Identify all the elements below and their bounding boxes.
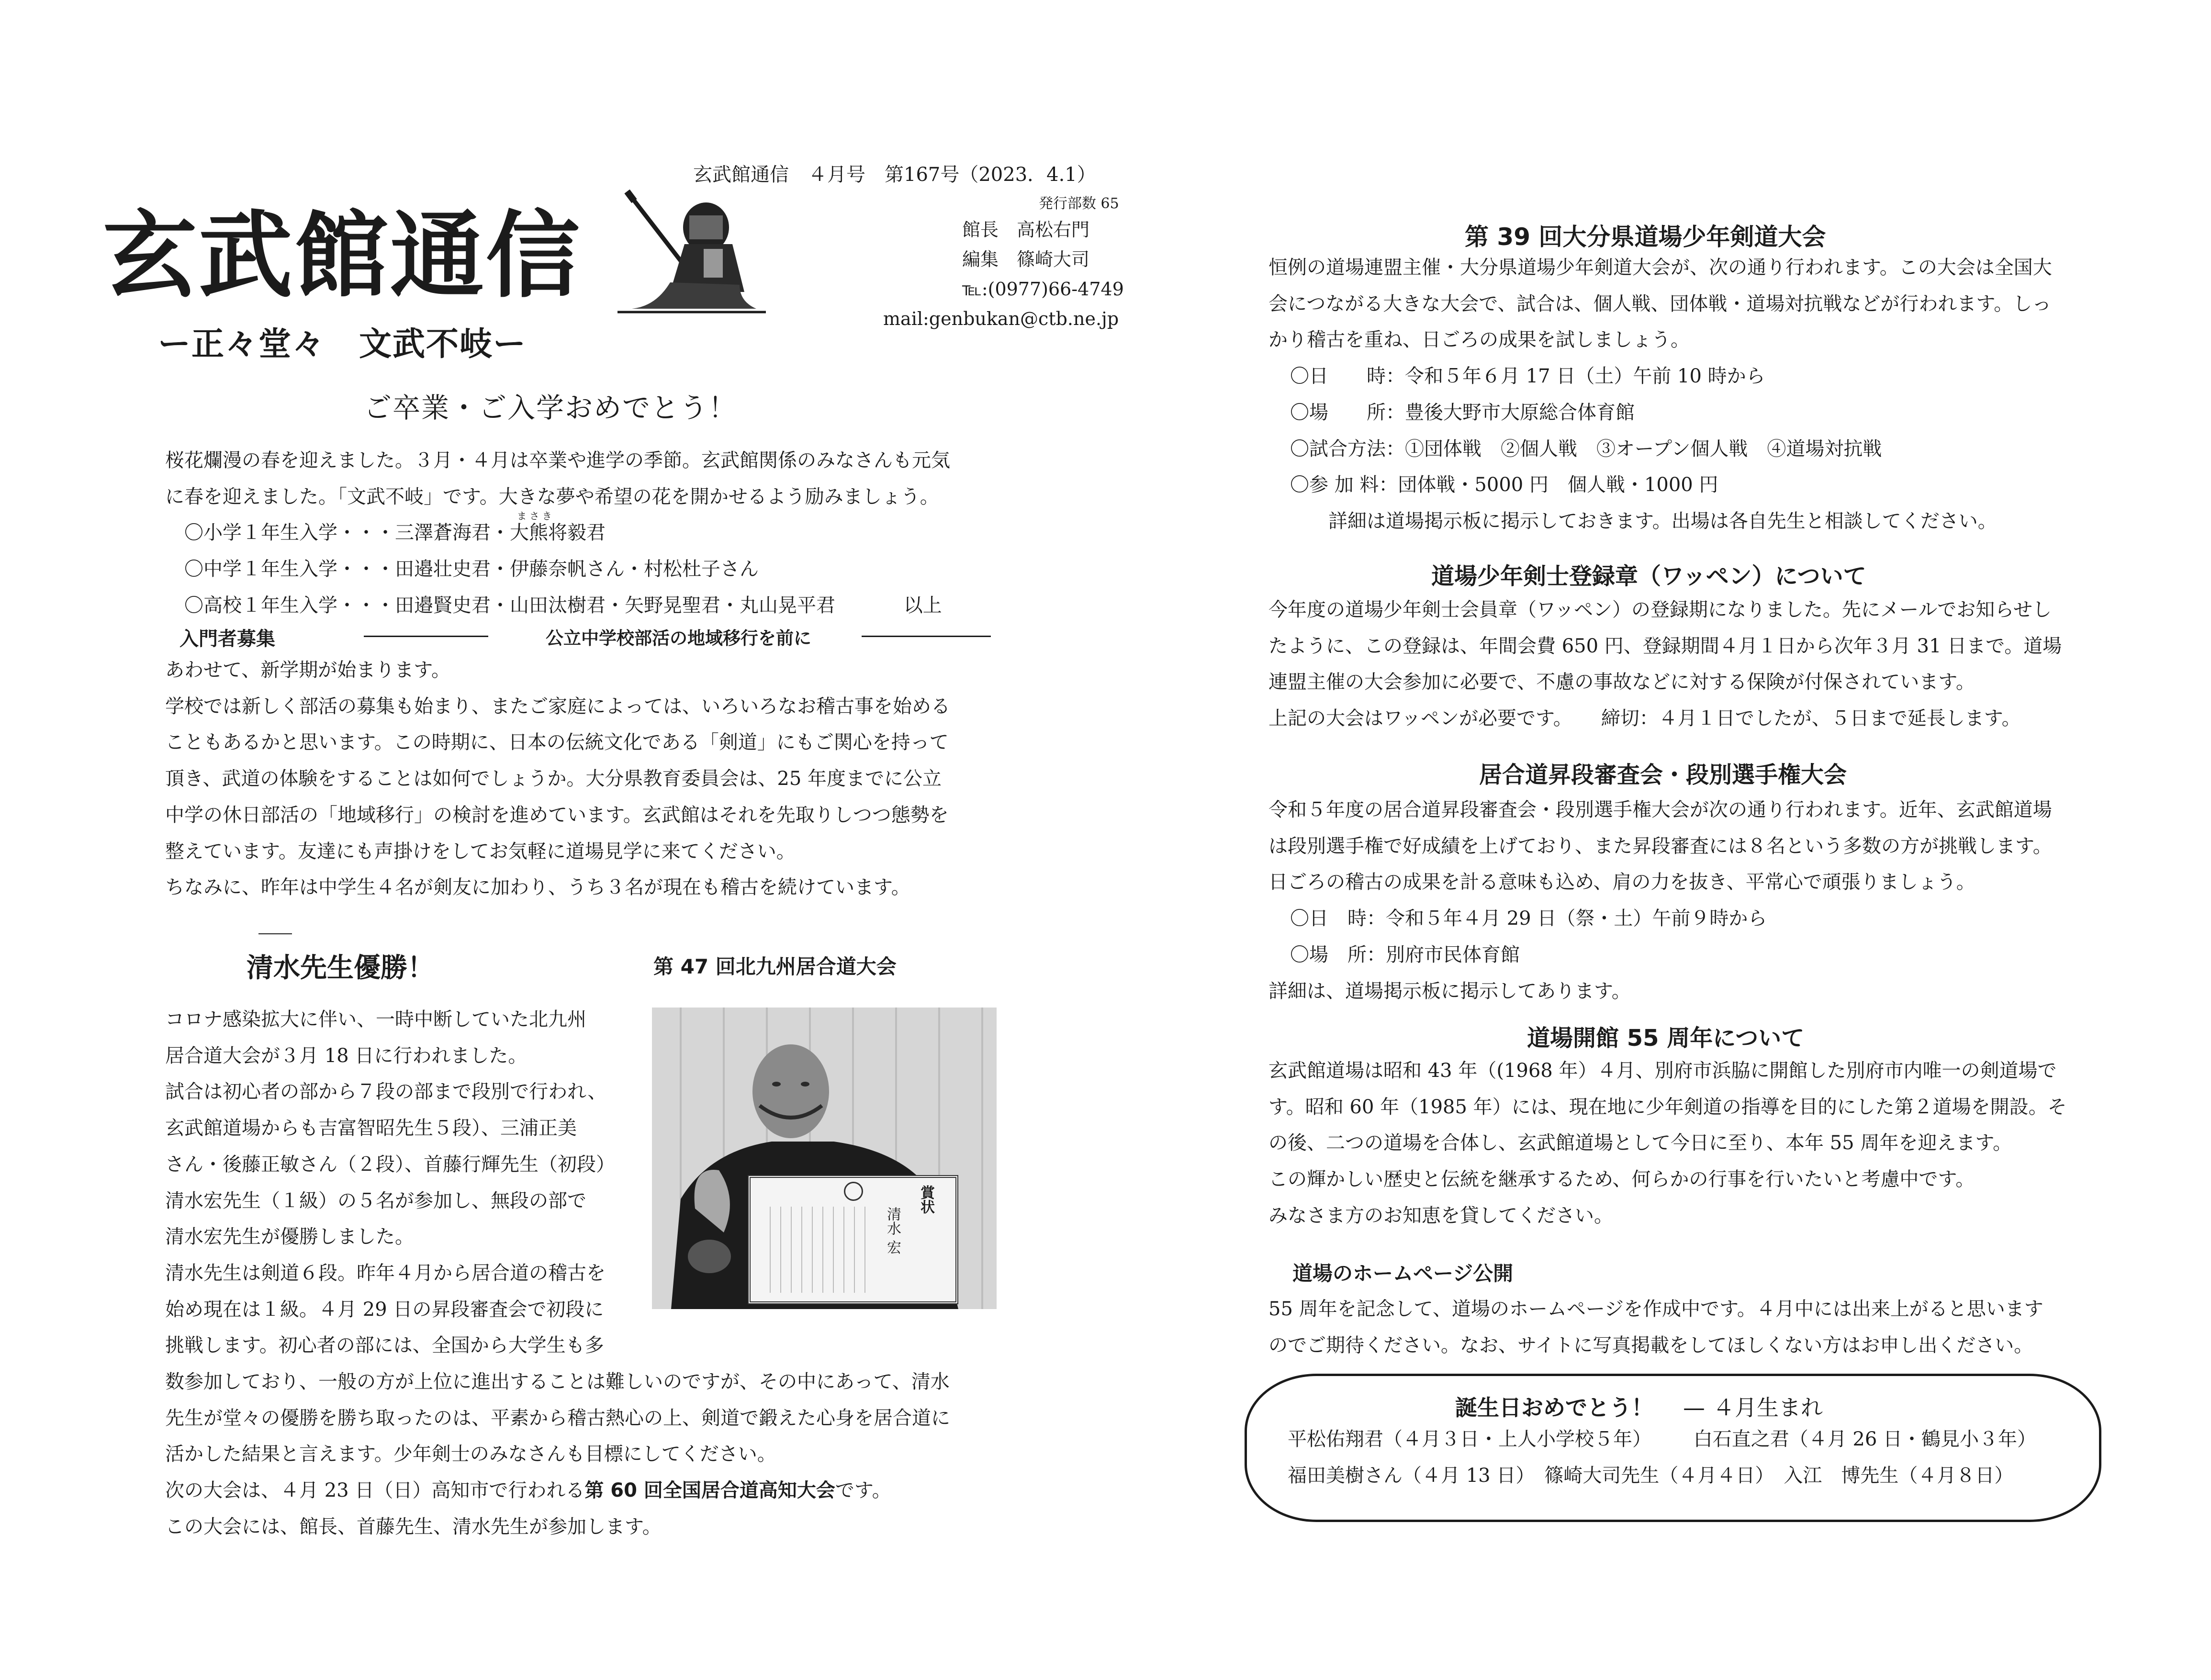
editor: 編集 篠崎大司 (962, 249, 1090, 270)
end-mark: 以上 (903, 594, 942, 616)
iai-line: は段別選手権で好成績を上げており、また昇段審査には８名という多数の方が挑戦します。 (1268, 835, 2052, 857)
graduation-line: に春を迎えました。「文武不岐」です。大きな夢や希望の花を開かせるよう励みましょう。 (165, 485, 939, 508)
recruitment-line: こともあるかと思います。この時期に、日本の伝統文化である「剣道」にもご関心を持って (165, 731, 949, 754)
recruitment-text (165, 652, 950, 906)
shimizu-line: 始め現在は１級。４月 29 日の昇段審査会で初段に (165, 1298, 604, 1321)
homepage-heading: 道場のホームページ公開 (1292, 1262, 1514, 1285)
iai-line: 日ごろの稽古の成果を計る意味も込め、肩の力を抜き、平常心で頑張りましょう。 (1268, 871, 1975, 894)
graduation-text (165, 443, 950, 624)
shimizu-line: 居合道大会が３月 18 日に行われました。 (165, 1044, 527, 1067)
birthday-list (1288, 1422, 2036, 1494)
shimizu-text-wide (165, 1364, 950, 1546)
email: mail:genbukan@ctb.ne.jp (883, 308, 1119, 329)
anniversary-line: す。昭和 60 年（1985 年）には、現在地に少年剣道の指導を目的にした第２道場を開設。そ (1268, 1096, 2067, 1118)
patch-heading: 道場少年剣士登録章（ワッペン）について (1431, 563, 1866, 590)
circulation: 発行部数 65 (1039, 195, 1119, 212)
recruitment-line: あわせて、新学期が始まります。 (165, 659, 450, 681)
oita-item: 〇場 所：豊後大野市大原総合体育館 (1290, 401, 1635, 424)
certificate-text-lines (770, 1207, 865, 1293)
recruitment-line: 中学の休日部活の「地域移行」の検討を進めています。玄武館はそれを先取りしつつ態勢を (165, 804, 949, 826)
anniversary-line: の後、二つの道場を合体し、玄武館道場として今日に至り、本年 55 周年を迎えます。 (1268, 1132, 2012, 1154)
shimizu-line: 試合は初心者の部から７段の部まで段別で行われ、 (165, 1081, 607, 1103)
shimizu-event: 第 47 回北九州居合道大会 (653, 955, 897, 978)
oita-item: 〇試合方法：①団体戦 ②個人戦 ③オープン個人戦 ④道場対抗戦 (1290, 437, 1882, 460)
anniversary-heading: 道場開館 55 周年について (1527, 1025, 1805, 1052)
anniversary-line: みなさま方のお知恵を貸してください。 (1268, 1204, 1613, 1227)
recruitment-line: ちなみに、昨年は中学生４名が剣友に加わり、うち３名が現在も稽古を続けています。 (165, 876, 910, 899)
iai-note: 詳細は、道場掲示板に掲示してあります。 (1268, 980, 1631, 1002)
homepage-line: 55 周年を記念して、道場のホームページを作成中です。４月中には出来上がると思います (1268, 1298, 2043, 1320)
graduation-line: 桜花爛漫の春を迎えました。３月・４月は卒業や進学の季節。玄武館関係のみなさんも元気 (165, 449, 950, 471)
homepage-text (1268, 1291, 2043, 1364)
oita-item: 〇日 時：令和５年６月 17 日（土）午前 10 時から (1290, 365, 1765, 388)
patch-line: 上記の大会はワッペンが必要です。 締切：４月１日でしたが、５日まで延長します。 (1268, 707, 2021, 730)
small-rule (258, 933, 292, 934)
iai-item: 〇場 所：別府市民体育館 (1290, 943, 1520, 966)
recruitment-line: 頂き、武道の体験をすることは如何でしょうか。大分県教育委員会は、25 年度までに公立 (165, 768, 942, 790)
phone: ℡:(0977)66-4749 (962, 279, 1124, 300)
oita-line: 恒例の道場連盟主催・大分県道場少年剣道大会が、次の通り行われます。この大会は全国大 (1268, 257, 2052, 279)
certificate-name: 清水 宏 (884, 1207, 901, 1254)
shimizu-line: 清水宏先生が優勝しました。 (165, 1226, 414, 1248)
anniversary-text (1268, 1053, 2067, 1234)
shimizu-line: 玄武館道場からも吉富智昭先生５段）、三浦正美 (165, 1117, 577, 1140)
oita-heading: 第 39 回大分県道場少年剣道大会 (1465, 223, 1826, 251)
iai-text (1268, 792, 2052, 1009)
iai-line: 令和５年度の居合道昇段審査会・段別選手権大会が次の通り行われます。近年、玄武館道場 (1268, 799, 2052, 821)
patch-line: たように、この登録は、年間会費 650 円、登録期間４月１日から次年３月 31 日まで。道場 (1268, 635, 2062, 657)
birthday-row: 平松佑翔君（４月３日・上人小学校５年） 白石直之君（４月 26 日・鶴見小３年） (1288, 1428, 2037, 1450)
motto: ー正々堂々 文武不岐ー (158, 325, 527, 363)
oita-text (1268, 250, 2052, 540)
divider (364, 636, 488, 637)
shimizu-line: 挑戦します。初心者の部には、全国から大学生も多 (165, 1334, 604, 1357)
shimizu-line: この大会には、館長、首藤先生、清水先生が参加します。 (165, 1515, 662, 1538)
shimizu-line: 先生が堂々の優勝を勝ち取ったのは、平素から稽古熱心の上、剣道で鍛えた心身を居合道に (165, 1407, 950, 1429)
graduation-line: 〇高校１年生入学・・・田邉賢史君・山田汰樹君・矢野晃聖君・丸山晃平君 以上 (184, 594, 942, 616)
birthday-month: ４月生まれ (1713, 1395, 1823, 1421)
iai-heading: 居合道昇段審査会・段別選手権大会 (1479, 762, 1847, 788)
director: 館長 高松右門 (962, 219, 1090, 240)
oita-line: かり稽古を重ね、日ごろの成果を試しましょう。 (1268, 329, 1690, 351)
newsletter-title: 玄武館通信 (103, 202, 582, 311)
shimizu-line: コロナ感染拡大に伴い、一時中断していた北九州 (165, 1008, 586, 1030)
shimizu-line: さん・後藤正敏さん（２段）、首藤行輝先生（初段） (165, 1153, 615, 1176)
certificate-seal-icon (844, 1182, 863, 1201)
recruitment-line: 整えています。友達にも声掛けをしてお気軽に道場見学に来てください。 (165, 840, 796, 862)
shimizu-line: 清水宏先生（１級）の５名が参加し、無段の部で (165, 1189, 586, 1212)
birthday-row: 福田美樹さん（４月 13 日） 篠崎大司先生（４月４日） 入江 博先生（４月８日） (1288, 1464, 2014, 1487)
graduation-line: 〇中学１年生入学・・・田邉壮史君・伊藤奈帆さん・村松杜子さん (184, 558, 759, 581)
patch-line: 連盟主催の大会参加に必要で、不慮の事故などに対する保険が付保されています。 (1268, 671, 1975, 694)
birthday-heading: 誕生日おめでとう！ (1455, 1395, 1653, 1421)
dash-decoration: — (1661, 1395, 1706, 1421)
oita-line: 会につながる大きな大会で、試合は、個人戦、団体戦・道場対抗戦などが行われます。しっ (1268, 292, 2052, 315)
certificate (748, 1175, 958, 1304)
issue-line: 玄武館通信 ４月号 第167号（2023．4.1） (693, 164, 1096, 186)
patch-line: 今年度の道場少年剣士会員章（ワッペン）の登録期になりました。先にメールでお知らせし (1268, 599, 2052, 621)
certificate-title: 賞状 (918, 1185, 934, 1214)
graduation-headline: ご卒業・ご入学おめでとう！ (364, 392, 738, 424)
iai-item: 〇日 時：令和５年４月 29 日（祭・土）午前９時から (1290, 907, 1767, 930)
shimizu-heading: 清水先生優勝！ (247, 952, 434, 984)
graduation-line: 〇小学１年生入学・・・三澤蒼海君・大熊将毅君 ま さ き (184, 510, 606, 544)
birthday-heading-bar (1446, 1390, 1832, 1422)
recruitment-subheading: 公立中学校部活の地域移行を前に (546, 628, 811, 649)
shimizu-text-narrow (165, 1002, 615, 1364)
homepage-line: のでご期待ください。なお、サイトに写真掲載をしてほしくない方はお申し出ください。 (1268, 1334, 2033, 1356)
shimizu-next-line: 次の大会は、４月 23 日（日）高知市で行われる第 60 回全国居合道高知大会です。 (165, 1479, 891, 1502)
patch-text (1268, 592, 2062, 737)
divider (862, 636, 991, 637)
ruby-annotation: ま さ き (517, 510, 552, 522)
next-tournament-name: 第 60 回全国居合道高知大会 (584, 1479, 835, 1502)
kendo-figure-illustration (613, 187, 771, 321)
recruitment-line: 学校では新しく部活の募集も始まり、またご家庭によっては、いろいろなお稽古事を始める (165, 695, 950, 717)
anniversary-line: 玄武館道場は昭和 43 年（(1968 年）４月、別府市浜脇に開館した別府市内唯一の剣道場で (1268, 1060, 2057, 1082)
shimizu-line: 清水先生は剣道６段。昨年４月から居合道の稽古を (165, 1262, 606, 1284)
shimizu-line: 数参加しており、一般の方が上位に進出することは難しいのですが、その中にあって、清水 (165, 1371, 950, 1393)
shimizu-line: 活かした結果と言えます。少年剣士のみなさんも目標にしてください。 (165, 1443, 776, 1466)
winner-photo (652, 1008, 997, 1309)
recruitment-heading: 入門者募集 (180, 628, 275, 650)
oita-note: 詳細は道場掲示板に掲示しておきます。出場は各自先生と相談してください。 (1328, 510, 1997, 532)
anniversary-line: この輝かしい歴史と伝統を継承するため、何らかの行事を行いたいと考慮中です。 (1268, 1168, 1975, 1191)
oita-item: 〇参 加 料：団体戦・5000 円 個人戦・1000 円 (1290, 474, 1718, 496)
